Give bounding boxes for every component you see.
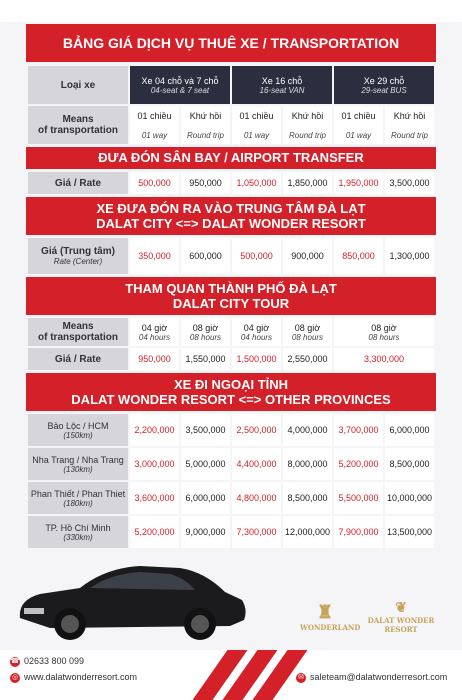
price-cell: 2,550,000 (283, 348, 332, 370)
price-cell: 3,700,000 (334, 414, 383, 446)
hours-cell: 08 giờ 08 hours (181, 318, 230, 346)
email-icon: ✉ (296, 673, 306, 683)
vehicle-type-16: Xe 16 chỗ 16-seat VAN (232, 66, 332, 104)
content (26, 24, 436, 550)
route-label: TP. Hồ Chí Minh (330km) (28, 516, 128, 548)
hours-cell: 04 giờ 04 hours (232, 318, 281, 346)
center-table (26, 236, 436, 276)
price-cell: 4,000,000 (283, 414, 332, 446)
price-cell: 10,000,000 (385, 482, 434, 514)
means-round-trip: Khứ hồi Round trip (283, 106, 332, 144)
price-cell: 2,200,000 (130, 414, 179, 446)
footer-website[interactable]: ◎ www.dalatwonderresort.com (11, 672, 138, 682)
price-cell: 5,500,000 (334, 482, 383, 514)
price-cell: 3,000,000 (130, 448, 179, 480)
price-cell: 1,050,000 (232, 172, 281, 194)
price-cell: 3,600,000 (130, 482, 179, 514)
price-cell: 3,500,000 (385, 172, 434, 194)
center-rate-label: Giá (Trung tâm) Rate (Center) (28, 238, 128, 274)
phone-icon: ☎ (10, 657, 20, 665)
price-cell: 500,000 (130, 172, 179, 194)
means-one-way: 01 chiều 01 way (232, 106, 281, 144)
price-cell: 1,300,000 (385, 238, 434, 274)
means-one-way: 01 chiều 01 way (130, 106, 179, 144)
rate-label: Giá / Rate (28, 172, 128, 194)
city-tour-section-title: THAM QUAN THÀNH PHỐ ĐÀ LẠT DALAT CITY TOUR (26, 277, 436, 315)
price-cell: 350,000 (130, 238, 179, 274)
price-cell: 5,200,000 (130, 516, 179, 548)
price-cell: 13,500,000 (385, 516, 434, 548)
price-cell: 3,500,000 (181, 414, 230, 446)
hours-cell: 04 giờ 04 hours (130, 318, 179, 346)
means-label: Means of transportation (28, 106, 128, 144)
means-round-trip: Khứ hồi Round trip (181, 106, 230, 144)
price-cell: 950,000 (181, 172, 230, 194)
vehicle-table (26, 64, 436, 146)
price-cell: 950,000 (130, 348, 179, 370)
price-cell: 1,500,000 (232, 348, 281, 370)
airport-table (26, 170, 436, 196)
price-cell: 500,000 (232, 238, 281, 274)
hours-cell: 08 giờ 08 hours (334, 318, 434, 346)
top-band (0, 0, 462, 22)
footer-email[interactable]: ✉ saleteam@dalatwonderresort.com (296, 672, 447, 683)
price-cell: 1,550,000 (181, 348, 230, 370)
globe-icon: ◎ (11, 673, 19, 681)
footer-phone: ☎ 02633 800 099 (10, 656, 85, 666)
price-cell: 5,000,000 (181, 448, 230, 480)
route-label: Nha Trang / Nha Trang (130km) (28, 448, 128, 480)
provinces-table (26, 412, 436, 550)
price-cell: 8,500,000 (283, 482, 332, 514)
price-cell: 8,500,000 (385, 448, 434, 480)
price-cell: 1,850,000 (283, 172, 332, 194)
price-cell: 7,300,000 (232, 516, 281, 548)
price-cell: 6,000,000 (181, 482, 230, 514)
means-one-way: 01 chiều 01 way (334, 106, 383, 144)
means-round-trip: Khứ hồi Round trip (385, 106, 434, 144)
car-image (10, 548, 250, 644)
price-cell: 5,200,000 (334, 448, 383, 480)
price-cell: 1,950,000 (334, 172, 383, 194)
route-label: Phan Thiết / Phan Thiet (180km) (28, 482, 128, 514)
price-cell: 8,000,000 (283, 448, 332, 480)
price-cell: 3,300,000 (334, 348, 434, 370)
vehicle-type-label: Loại xe (28, 66, 128, 104)
center-section-title: XE ĐƯA ĐÓN RA VÀO TRUNG TÂM ĐÀ LẠT DALAT CITY <=> DALAT WONDER RESORT (26, 197, 436, 235)
price-cell: 9,000,000 (181, 516, 230, 548)
page-title: BẢNG GIÁ DỊCH VỤ THUÊ XE / TRANSPORTATION (26, 24, 436, 62)
city-tour-table (26, 316, 436, 372)
city-tour-means-label: Means of transportation (28, 318, 128, 346)
price-cell: 4,400,000 (232, 448, 281, 480)
price-cell: 4,800,000 (232, 482, 281, 514)
price-cell: 7,900,000 (334, 516, 383, 548)
wonderland-logo: ♜ WONDERLAND (300, 602, 361, 632)
price-cell: 12,000,000 (283, 516, 332, 548)
price-cell: 2,500,000 (232, 414, 281, 446)
airport-section-title: ĐƯA ĐÓN SÂN BAY / AIRPORT TRANSFER (26, 147, 436, 169)
provinces-section-title: XE ĐI NGOẠI TỈNH DALAT WONDER RESORT <=> OTHER PROVINCES (26, 373, 436, 411)
route-label: Bảo Lộc / HCM (150km) (28, 414, 128, 446)
price-cell: 850,000 (334, 238, 383, 274)
price-cell: 600,000 (181, 238, 230, 274)
vehicle-type-4-7: Xe 04 chỗ và 7 chỗ 04-seat & 7 seat (130, 66, 230, 104)
vehicle-type-29: Xe 29 chỗ 29-seat BUS (334, 66, 434, 104)
city-tour-rate-label: Giá / Rate (28, 348, 128, 370)
price-cell: 6,000,000 (385, 414, 434, 446)
price-cell: 900,000 (283, 238, 332, 274)
dalat-wonder-logo: ❦ DALAT WONDER RESORT (367, 600, 435, 634)
hours-cell: 08 giờ 08 hours (283, 318, 332, 346)
